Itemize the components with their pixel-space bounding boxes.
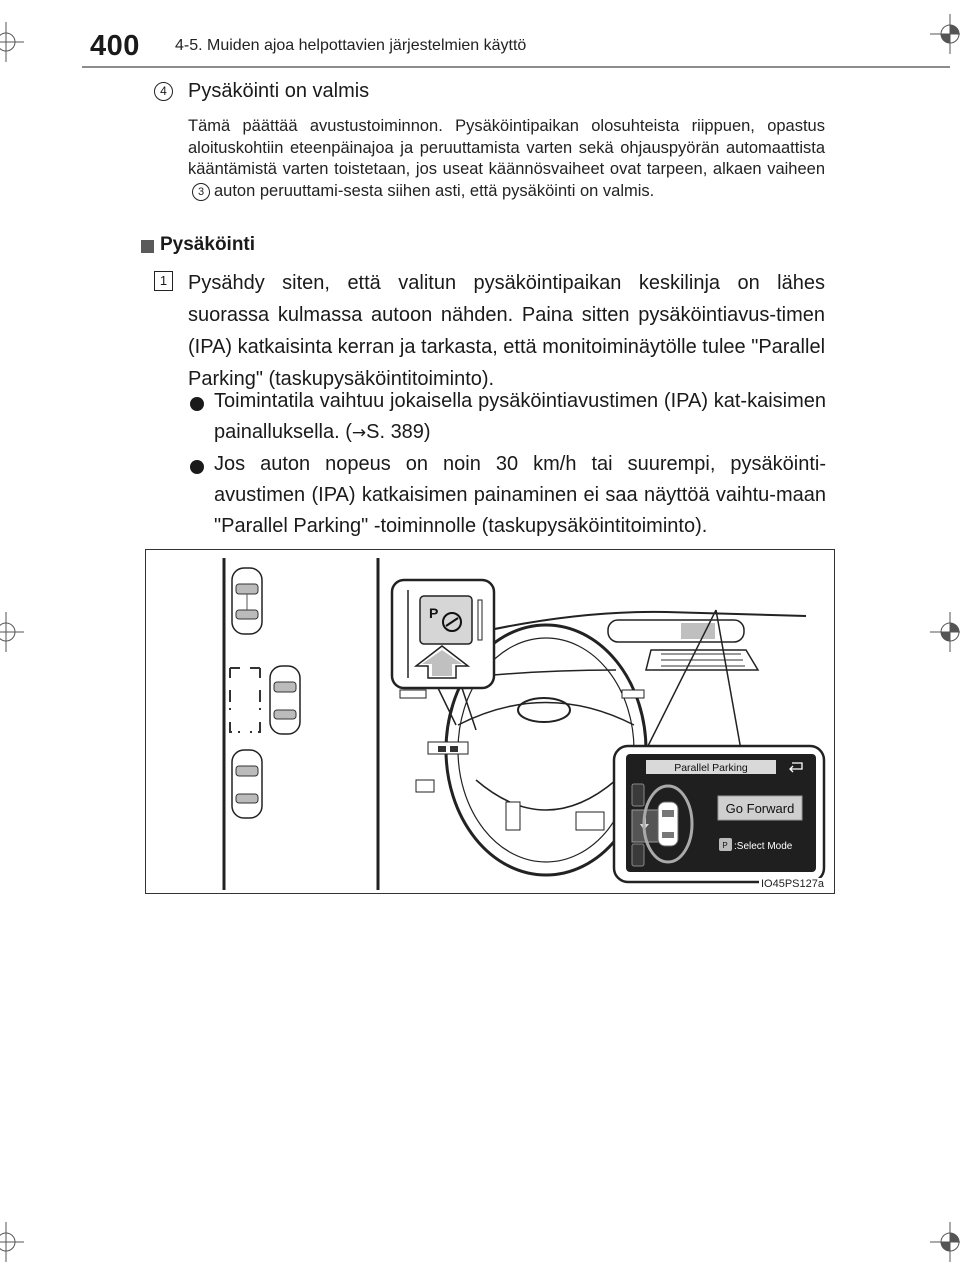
- bullet-1-text: [214, 386, 826, 449]
- svg-text:P: P: [722, 841, 728, 850]
- step-4-title: Pysäköinti on valmis: [188, 80, 370, 102]
- bullet-icon: [190, 460, 204, 474]
- step-3-reference: 3: [192, 183, 210, 201]
- parking-illustration: [145, 549, 835, 894]
- bullet-1-before: Toimintatila vaihtuu jokaisella pysäköintiavustimen (IPA) kat-kaisimen painalluksella. (: [214, 390, 826, 443]
- step-number-circle: 4: [154, 82, 173, 101]
- illustration-drawing: [146, 550, 835, 894]
- step-4-number: [154, 82, 173, 101]
- bullet-2-text: Jos auton nopeus on noin 30 km/h tai suurempi, pysäköinti-avustimen (IPA) katkaisimen painaminen ei saa näyttöä vaihtu-maan "Parallel Parking" -toiminnolle (taskupysäköintitoiminto).: [214, 453, 826, 537]
- subheading: Pysäköinti: [160, 234, 256, 255]
- ipa-switch-callout: [392, 580, 494, 730]
- select-mode-label: :Select Mode: [734, 841, 793, 852]
- parked-car-top: [232, 568, 262, 634]
- multi-display-callout: [614, 746, 824, 882]
- parked-car-bottom: [232, 750, 262, 818]
- arrow-right-icon: →: [351, 423, 367, 443]
- crosshair-registration-icon: [0, 1222, 24, 1262]
- step-4-desc-before: Tämä päättää avustustoiminnon. Pysäköintipaikan olosuhteista riippuen, opastus aloituskohtiin eteenpäinajoa ja peruuttamista varten sekä ohjauspyörän automaattista kääntämistä varten toistetaan, jos useat käännösvaiheet ovat tarpeen, alkaen vaiheen: [188, 117, 825, 178]
- crosshair-registration-icon: [930, 1222, 960, 1262]
- own-car: [270, 666, 300, 734]
- crosshair-registration-icon: [930, 612, 960, 652]
- bullet-icon: [190, 397, 204, 411]
- step-1-number: [154, 271, 173, 291]
- step-4-description: [188, 116, 825, 202]
- step-1-text: Pysähdy siten, että valitun pysäköintipaikan keskilinja on lähes suorassa kulmassa autoon nähden. Paina sitten pysäköintiavus-timen (IPA) katkaisinta kerran ja tarkasta, että monitoiminäytölle tulee "Parallel Parking" (taskupysäköintitoiminto).: [188, 272, 826, 390]
- crosshair-registration-icon: [0, 612, 24, 652]
- go-forward-label: Go Forward: [725, 801, 795, 816]
- figure-id: IO45PS127a: [761, 878, 824, 890]
- header-rule: [82, 66, 950, 68]
- screen-title: Parallel Parking: [674, 762, 748, 774]
- step-4-desc-after: auton peruuttami-sesta siihen asti, että pysäköinti on valmis.: [214, 181, 655, 200]
- step-number-box: 1: [154, 271, 173, 291]
- parking-space-outline: [230, 668, 260, 732]
- crosshair-registration-icon: [0, 22, 24, 62]
- bullet-1-after: S. 389): [366, 421, 431, 443]
- subheading-square-icon: [141, 240, 154, 253]
- page-number: 400: [90, 30, 140, 62]
- section-title: 4-5. Muiden ajoa helpottavien järjestelmien käyttö: [175, 37, 527, 54]
- ipa-switch-label: P: [429, 605, 439, 621]
- crosshair-registration-icon: [930, 14, 960, 54]
